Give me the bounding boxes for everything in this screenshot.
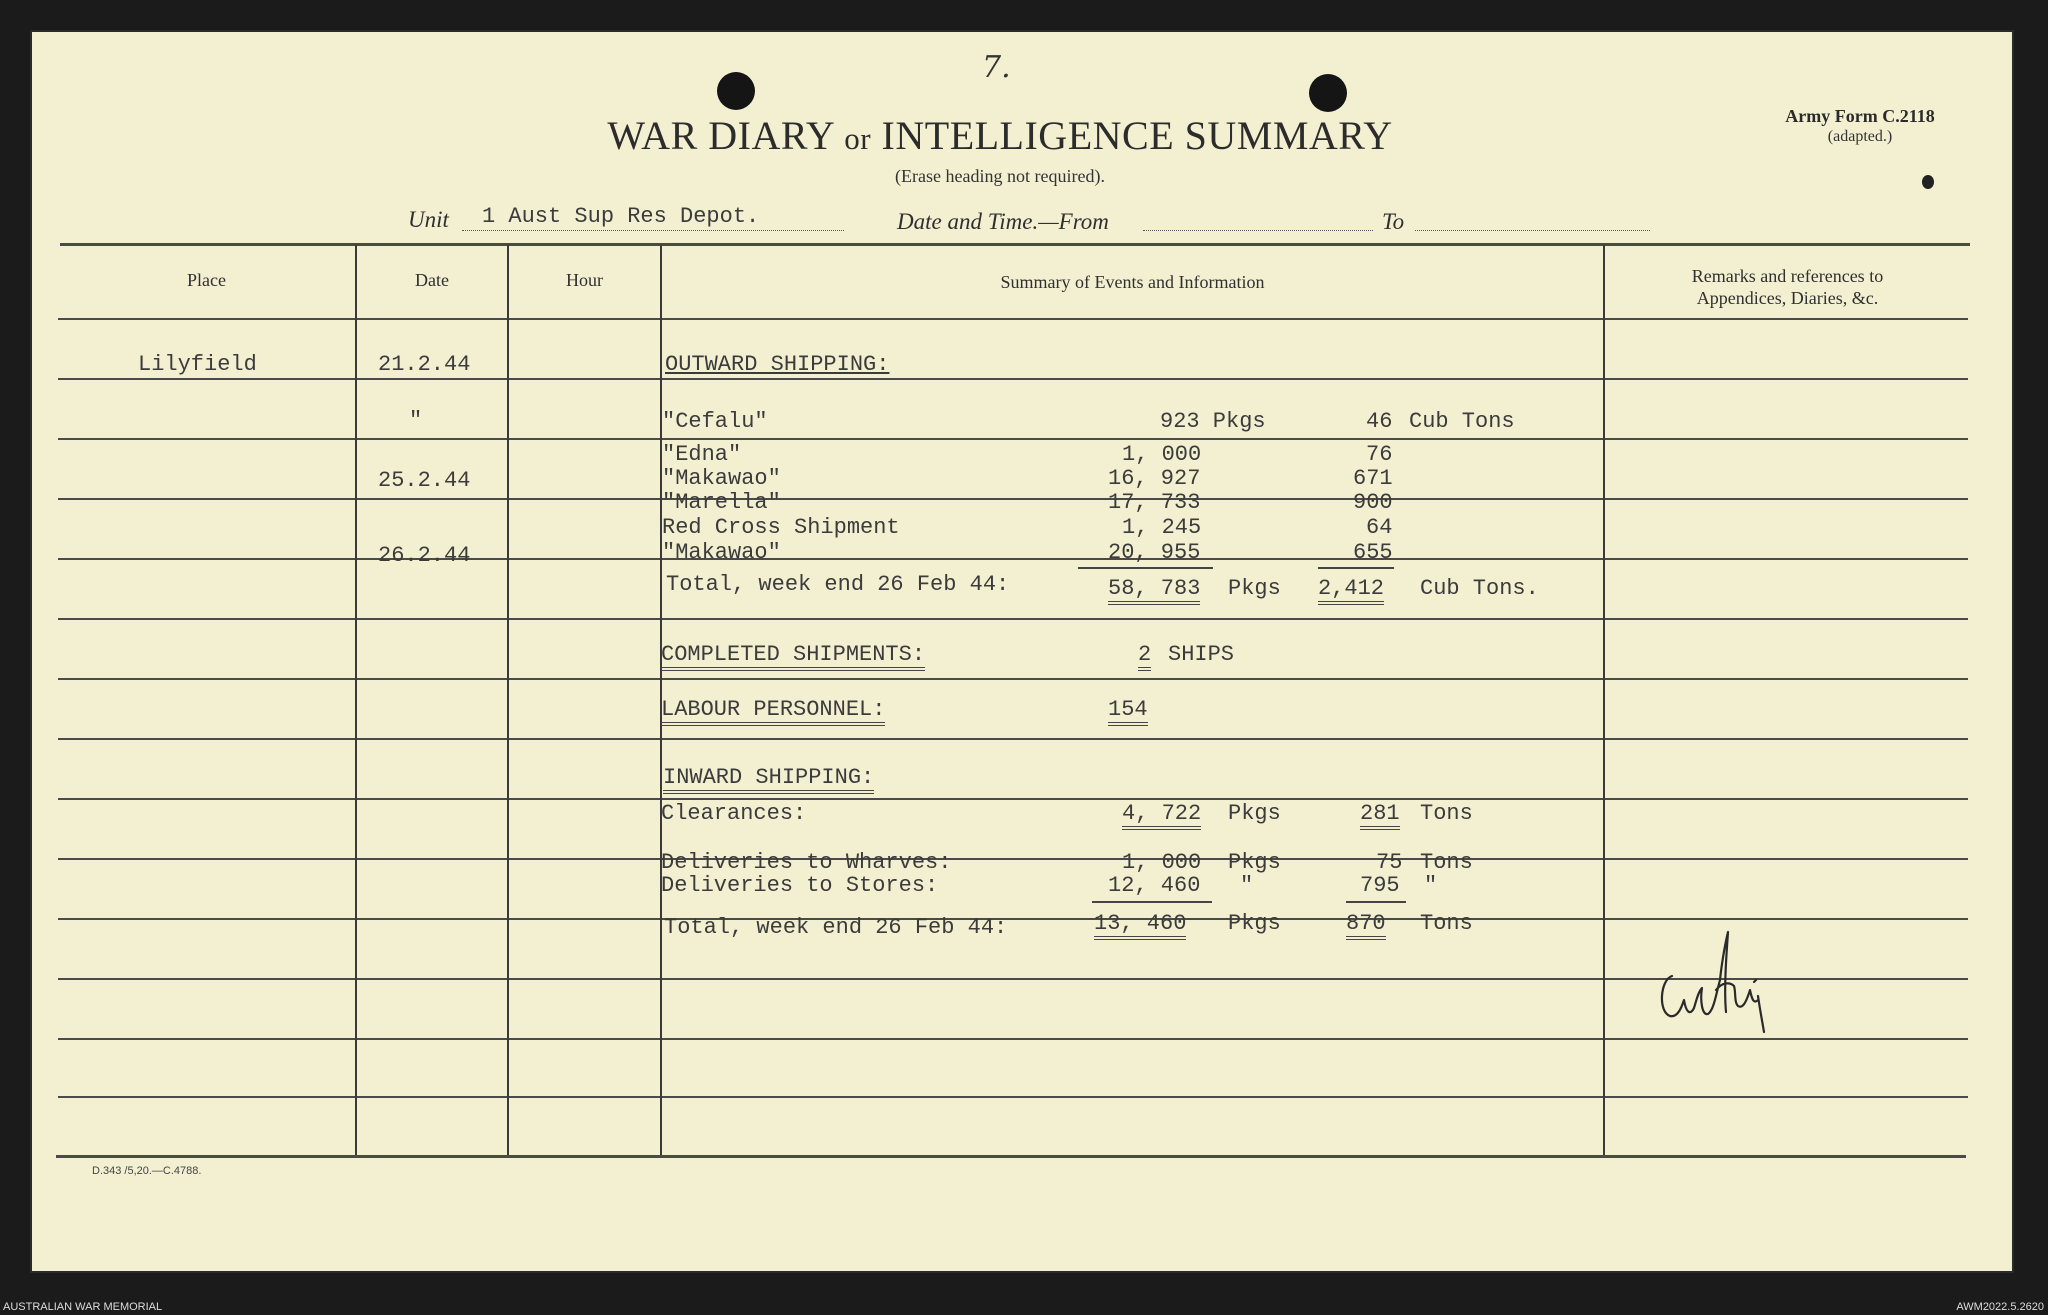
shipment-packages: 1, 000 [1122,442,1202,467]
inward-total-label: Total, week end 26 Feb 44: [664,915,1008,940]
shipment-packages: 1, 245 [1122,515,1202,540]
clearances-tons: 281 [1360,801,1400,830]
packages-unit: Pkgs [1228,850,1281,875]
handwritten-signature [1650,920,1790,1040]
shipment-tons: 64 [1366,515,1393,540]
deliveries-stores-label: Deliveries to Stores: [661,873,939,898]
shipment-packages: 20, 955 [1108,540,1201,565]
subtotal-rule [1092,901,1212,903]
column-divider [1603,245,1605,1155]
ink-mark [1922,175,1934,189]
row-rule [58,738,1968,740]
packages-unit: Pkgs [1228,576,1281,601]
deliveries-stores-packages: 12, 460 [1108,873,1201,898]
form-subtitle: (Erase heading not required). [895,166,1105,186]
tons-unit: Tons [1420,911,1473,936]
shipment-tons: 900 [1353,490,1393,515]
shipment-name: "Makawao" [662,466,781,491]
inward-total-tons: 870 [1346,911,1386,940]
shipment-name: "Edna" [662,442,742,467]
shipment-tons: 46 [1366,409,1393,434]
shipment-packages: 16, 927 [1108,466,1201,491]
inward-total-packages: 13, 460 [1094,911,1186,940]
column-header-date: Date [415,270,449,290]
punch-hole [1309,74,1347,112]
date-from-field [1143,206,1373,231]
deliveries-stores-tons: 795 [1360,873,1400,898]
shipment-tons: 655 [1353,540,1393,565]
shipment-name: "Marella" [662,490,781,515]
row-rule [58,1096,1968,1098]
shipment-tons: 671 [1353,466,1393,491]
completed-shipments-label: COMPLETED SHIPMENTS: [661,642,925,671]
shipment-packages: 17, 733 [1108,490,1201,515]
deliveries-wharves-label: Deliveries to Wharves: [661,850,952,875]
column-header-hour: Hour [566,270,603,290]
completed-shipments-count: 2 [1138,642,1151,671]
army-form-adapted: (adapted.) [1827,128,1893,145]
subtotal-rule [1318,567,1394,569]
column-header-place: Place [187,270,226,290]
inward-shipping-heading: INWARD SHIPPING: [663,765,874,794]
packages-unit: Pkgs [1228,911,1281,936]
table-top-rule [60,243,1970,246]
to-label: To [1382,209,1405,234]
column-divider [507,245,509,1155]
form-title: WAR DIARY or INTELLIGENCE SUMMARY [607,113,1393,158]
date-value: 25.2.44 [378,468,471,493]
ditto-mark: " [1424,873,1438,898]
date-value: 21.2.44 [378,352,471,377]
punch-hole [717,72,755,110]
date-value: 26.2.44 [378,543,471,568]
clearances-packages: 4, 722 [1122,801,1201,830]
archive-caption: AUSTRALIAN WAR MEMORIAL [3,1301,163,1313]
shipment-tons: 76 [1366,442,1393,467]
deliveries-wharves-tons: 75 [1376,850,1403,875]
outward-total-label: Total, week end 26 Feb 44: [666,572,1010,597]
army-form-number: Army Form C.2118 [1785,106,1935,126]
tons-unit: Tons [1420,801,1473,826]
date-to-field [1415,206,1650,231]
labour-personnel-label: LABOUR PERSONNEL: [661,697,885,726]
packages-unit: Pkgs [1228,801,1281,826]
row-rule [58,438,1968,440]
tons-unit: Cub Tons [1409,409,1515,434]
ships-unit: SHIPS [1168,642,1235,667]
row-rule [58,618,1968,620]
header-rule [58,318,1968,320]
unit-value: 1 Aust Sup Res Depot. [482,204,760,229]
outward-total-packages: 58, 783 [1108,576,1200,605]
date-ditto: " [409,408,423,433]
table-bottom-rule [56,1155,1966,1158]
row-rule [58,558,1968,560]
row-rule [58,798,1968,800]
unit-label: Unit [408,207,449,232]
date-time-label: Date and Time.—From [897,209,1109,234]
labour-personnel-count: 154 [1108,697,1148,726]
shipment-packages: 923 Pkgs [1160,409,1266,434]
page-number: 7. [982,50,1011,85]
subtotal-rule [1346,901,1406,903]
clearances-label: Clearances: [661,801,807,826]
column-header-summary: Summary of Events and Information [1000,272,1265,292]
place-value: Lilyfield [138,352,257,377]
printer-code: D.343 /5,20.—C.4788. [92,1165,202,1177]
row-rule [58,858,1968,860]
column-header-remarks: Remarks and references to Appendices, Diaries, &c. [1691,266,1884,308]
deliveries-wharves-packages: 1, 000 [1122,850,1202,875]
row-rule [58,378,1968,380]
row-rule [58,498,1968,500]
tons-unit: Tons [1420,850,1473,875]
outward-total-tons: 2,412 [1318,576,1384,605]
subtotal-rule [1078,567,1213,569]
unit-field [462,206,844,231]
archive-reference: AWM2022.5.2620 [1956,1301,2044,1313]
outward-shipping-heading: OUTWARD SHIPPING: [665,352,890,377]
tons-unit: Cub Tons. [1420,576,1539,601]
ditto-mark: " [1240,873,1254,898]
column-divider [355,245,357,1155]
shipment-name: Red Cross Shipment [662,515,900,540]
shipment-name: "Cefalu" [662,409,768,434]
shipment-name: "Makawao" [662,540,781,565]
row-rule [58,678,1968,680]
